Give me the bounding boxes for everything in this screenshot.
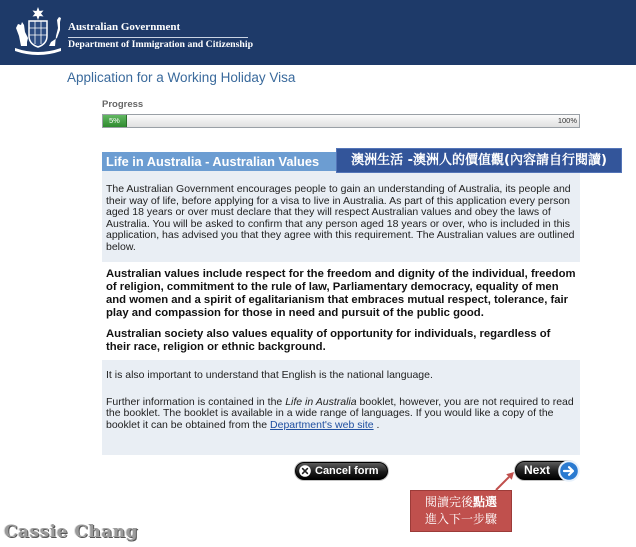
next-step-annotation [410, 490, 512, 532]
progress-label: Progress [102, 99, 144, 110]
section-annotation: 澳洲生活 -澳洲人的價值觀(內容請自行閱讀) [336, 148, 622, 173]
department-website-link[interactable]: Department's web site [270, 418, 374, 431]
progress-max: 100% [557, 116, 577, 125]
further-info-text-1: Further information is contained in the [106, 395, 286, 408]
close-circle-icon [299, 465, 311, 477]
cancel-form-label: Cancel form [315, 465, 379, 477]
further-info-text-2: booklet, however, you are not required to read the booklet. The booklet is available in a wide range of languages. If you would like a copy of the booklet it can be obtained from the [106, 395, 574, 431]
progress-bar [102, 114, 580, 128]
header-divider [68, 37, 248, 38]
government-name: Australian Government [68, 21, 181, 33]
next-step-line-2: 進入下一步驟 [424, 512, 497, 526]
watermark: Cassie Chang [4, 522, 139, 542]
next-button[interactable] [515, 461, 578, 480]
page-title: Application for a Working Holiday Visa [67, 70, 296, 85]
values-statement: Australian values include respect for the freedom and dignity of the individual, freedom of religion, commitment to the rule of law, Parliamentary democracy, equality of men and women and a spirit of egalitarianism that embraces mutual respect, tolerance, fair play and compassion for those in need and pursuit of the public good. [106, 268, 576, 319]
cancel-form-button[interactable] [295, 462, 388, 480]
values-box [102, 262, 580, 360]
society-statement: Australian society also values equality of opportunity for individuals, regardless of their race, religion or ethnic background. [106, 328, 551, 353]
progress-value: 5% [108, 116, 120, 125]
next-step-line-1-emphasis: 點選 [473, 495, 498, 509]
further-info-paragraph [102, 397, 580, 432]
intro-paragraph: The Australian Government encourages people to gain an understanding of Australia, its people and their way of life, before applying for a visa to live in Australia. As part of this application every person aged 18 years or over must declare that they will respect Australian values and obey the laws of Australia. You will be asked to confirm that any person aged 18 years or over, who is included in this application, has advised you that they agree with this requirement. The Australian values are outlined below. [106, 183, 575, 253]
site-header [0, 0, 636, 65]
next-step-line-1-text: 閱讀完後 [424, 495, 473, 509]
arrow-right-circle-icon [558, 460, 580, 482]
progress-fill [103, 115, 127, 127]
department-name: Department of Immigration and Citizenship [68, 39, 254, 50]
next-label: Next [524, 463, 551, 477]
english-note: It is also important to understand that English is the national language. [106, 369, 433, 381]
annotation-arrow-icon [488, 468, 522, 494]
booklet-title: Life in Australia [285, 395, 357, 408]
section-title: Life in Australia - Australian Values [102, 152, 580, 171]
australian-coat-of-arms-icon [9, 6, 67, 58]
next-step-line-1 [411, 494, 511, 511]
content-panel [102, 152, 580, 455]
further-info-text-3: . [373, 418, 380, 431]
